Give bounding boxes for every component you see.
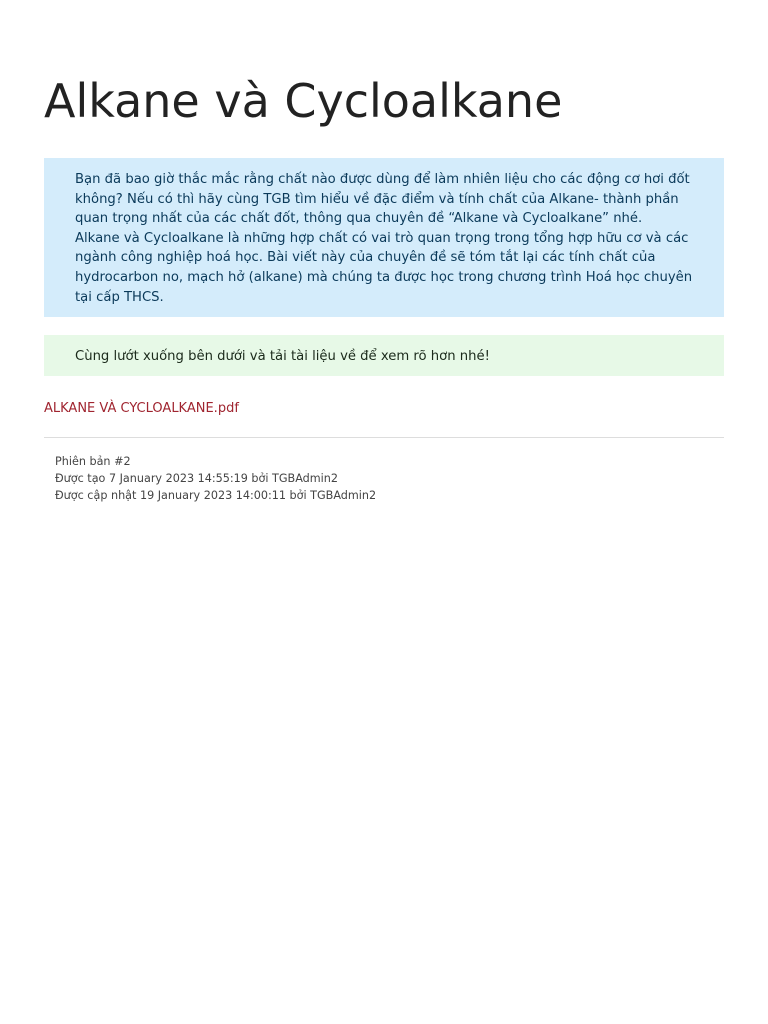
download-notice-text: Cùng lướt xuống bên dưới và tải tài liệu về để xem rõ hơn nhé! bbox=[75, 349, 490, 365]
updated-info: Được cập nhật 19 January 2023 14:00:11 bởi TGBAdmin2 bbox=[55, 489, 377, 503]
intro-info-box bbox=[44, 158, 724, 317]
intro-paragraph-1: Bạn đã bao giờ thắc mắc rằng chất nào được dùng để làm nhiên liệu cho các động cơ hơi đốt không? Nếu có thì hãy cùng TGB tìm hiểu về đặc điểm và tính chất của Alkane- thành phần quan trọng nhất của các chất đốt, thông qua chuyên đề “Alkane và Cycloalkane” nhé. bbox=[75, 172, 690, 227]
page-metadata bbox=[44, 453, 724, 504]
attachment-link[interactable]: ALKANE VÀ CYCLOALKANE.pdf bbox=[44, 401, 239, 417]
created-info: Được tạo 7 January 2023 14:55:19 bởi TGBAdmin2 bbox=[55, 472, 338, 486]
divider bbox=[44, 437, 724, 438]
download-notice-box bbox=[44, 335, 724, 376]
page-title: Alkane và Cycloalkane bbox=[44, 74, 563, 128]
intro-paragraph-2: Alkane và Cycloalkane là những hợp chất có vai trò quan trọng trong tổng hợp hữu cơ và các ngành công nghiệp hoá học. Bài viết này của chuyên đề sẽ tóm tắt lại các tính chất của hydrocarbon no, mạch hở (alkane) mà chúng ta được học trong chương trình Hoá học chuyên tại cấp THCS. bbox=[75, 230, 693, 305]
version-label: Phiên bản #2 bbox=[55, 455, 131, 469]
